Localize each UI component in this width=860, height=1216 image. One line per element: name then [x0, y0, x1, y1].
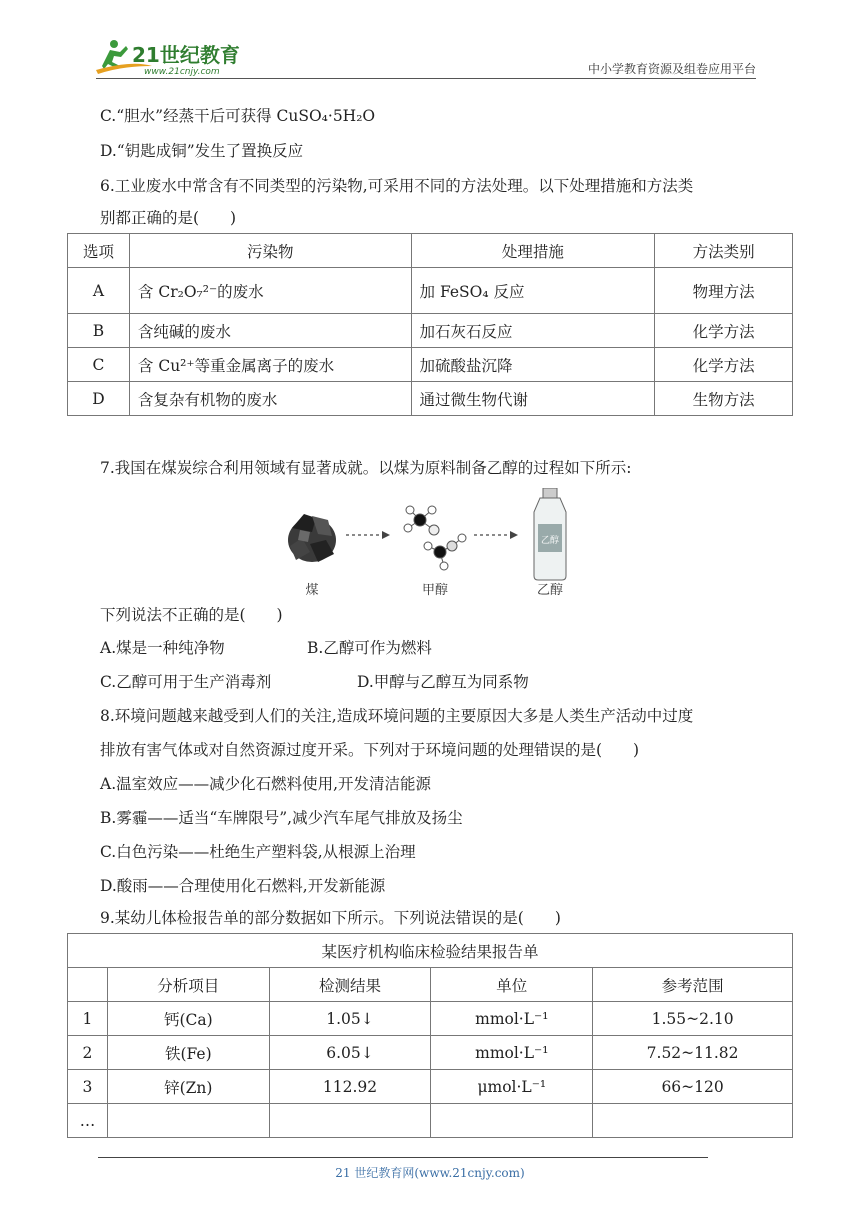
q6-stem-line2: 别都正确的是( ) [100, 209, 237, 227]
q7-option-c: C.乙醇可用于生产消毒剂 [100, 673, 272, 691]
table-header-cell [68, 968, 108, 1002]
table-cell: 1 [68, 1002, 108, 1036]
footer-link[interactable]: 21 世纪教育网(www.21cnjy.com) [335, 1166, 525, 1180]
table-cell: 112.92 [269, 1070, 431, 1104]
q8-option-a: A.温室效应——减少化石燃料使用,开发清洁能源 [100, 775, 432, 793]
table-row [68, 348, 793, 382]
table-row [68, 1036, 793, 1070]
q7-stem: 7.我国在煤炭综合利用领域有显著成就。以煤为原料制备乙醇的过程如下所示: [100, 459, 632, 477]
table-cell [107, 1104, 269, 1138]
table-cell: 化学方法 [655, 348, 793, 382]
table-cell: 加硫酸盐沉降 [411, 348, 655, 382]
fig-label-methanol: 甲醇 [421, 583, 449, 598]
table-header-cell: 方法类别 [655, 234, 793, 268]
coal-to-ethanol-figure [282, 488, 582, 598]
svg-text:乙醇: 乙醇 [540, 536, 560, 546]
table-header-row [68, 968, 793, 1002]
q8-stem-line1: 8.环境问题越来越受到人们的关注,造成环境问题的主要原因大多是人类生产活动中过度 [100, 707, 694, 725]
table-cell: 生物方法 [655, 382, 793, 416]
q6-stem-line1: 6.工业废水中常含有不同类型的污染物,可采用不同的方法处理。以下处理措施和方法类 [100, 177, 694, 195]
coal-image [288, 514, 336, 562]
table-cell: 加 FeSO₄ 反应 [411, 268, 655, 314]
table-cell: 6.05↓ [269, 1036, 431, 1070]
table-cell: 化学方法 [655, 314, 793, 348]
table-row [68, 382, 793, 416]
table-header-cell: 处理措施 [411, 234, 655, 268]
report-title: 某医疗机构临床检验结果报告单 [68, 934, 793, 968]
header-divider [96, 78, 756, 79]
table-header-cell: 参考范围 [593, 968, 793, 1002]
site-logo [92, 36, 262, 78]
table-header-cell: 选项 [68, 234, 130, 268]
footer-divider [98, 1157, 708, 1158]
table-cell: 1.55~2.10 [593, 1002, 793, 1036]
table-cell: B [68, 314, 130, 348]
table-cell: 含复杂有机物的废水 [129, 382, 411, 416]
q5-option-d: D.“钥匙成铜”发生了置换反应 [100, 142, 304, 160]
table-cell: 2 [68, 1036, 108, 1070]
q7-option-d: D.甲醇与乙醇互为同系物 [357, 673, 529, 691]
q7-option-a: A.煤是一种纯净物 [100, 639, 225, 657]
table-cell: 物理方法 [655, 268, 793, 314]
fig-label-ethanol: 乙醇 [536, 583, 564, 598]
table-cell: C [68, 348, 130, 382]
fig-label-coal: 煤 [305, 583, 319, 598]
table-row [68, 1070, 793, 1104]
methanol-molecule [404, 506, 466, 570]
table-row [68, 268, 793, 314]
ethanol-bottle [534, 488, 566, 580]
table-cell: 7.52~11.82 [593, 1036, 793, 1070]
q6-table [67, 233, 793, 416]
platform-name: 中小学教育资源及组卷应用平台 [587, 62, 756, 76]
q9-report-table [67, 933, 793, 1138]
table-cell: D [68, 382, 130, 416]
table-header-cell: 分析项目 [107, 968, 269, 1002]
svg-text:www.21cnjy.com: www.21cnjy.com [144, 67, 220, 77]
q7-option-b: B.乙醇可作为燃料 [307, 639, 432, 657]
q9-stem: 9.某幼儿体检报告单的部分数据如下所示。下列说法错误的是( ) [100, 909, 561, 927]
table-cell: 加石灰石反应 [411, 314, 655, 348]
q8-stem-line2: 排放有害气体或对自然资源过度开采。下列对于环境问题的处理错误的是( ) [100, 741, 640, 759]
q8-option-d: D.酸雨——合理使用化石燃料,开发新能源 [100, 877, 386, 895]
table-cell: A [68, 268, 130, 314]
table-title-row [68, 934, 793, 968]
table-cell: 66~120 [593, 1070, 793, 1104]
table-header-row [68, 234, 793, 268]
table-row [68, 1104, 793, 1138]
table-cell: mmol·L⁻¹ [431, 1002, 593, 1036]
table-cell [593, 1104, 793, 1138]
table-cell: 锌(Zn) [107, 1070, 269, 1104]
table-cell [269, 1104, 431, 1138]
table-cell: 钙(Ca) [107, 1002, 269, 1036]
table-cell: 含 Cu²⁺等重金属离子的废水 [129, 348, 411, 382]
table-cell: 含 Cr₂O₇²⁻的废水 [129, 268, 411, 314]
table-cell: 含纯碱的废水 [129, 314, 411, 348]
table-row [68, 314, 793, 348]
table-header-cell: 检测结果 [269, 968, 431, 1002]
table-cell: 铁(Fe) [107, 1036, 269, 1070]
table-cell: … [68, 1104, 108, 1138]
table-row [68, 1002, 793, 1036]
table-header-cell: 单位 [431, 968, 593, 1002]
svg-text:21世纪教育: 21世纪教育 [132, 43, 240, 67]
table-cell [431, 1104, 593, 1138]
table-header-cell: 污染物 [129, 234, 411, 268]
q8-option-c: C.白色污染——杜绝生产塑料袋,从根源上治理 [100, 843, 416, 861]
q8-option-b: B.雾霾——适当“车牌限号”,减少汽车尾气排放及扬尘 [100, 809, 463, 827]
table-cell: 3 [68, 1070, 108, 1104]
table-cell: mmol·L⁻¹ [431, 1036, 593, 1070]
table-cell: 通过微生物代谢 [411, 382, 655, 416]
table-cell: 1.05↓ [269, 1002, 431, 1036]
table-cell: μmol·L⁻¹ [431, 1070, 593, 1104]
q5-option-c: C.“胆水”经蒸干后可获得 CuSO₄·5H₂O [100, 107, 376, 125]
q7-question: 下列说法不正确的是( ) [100, 606, 283, 624]
